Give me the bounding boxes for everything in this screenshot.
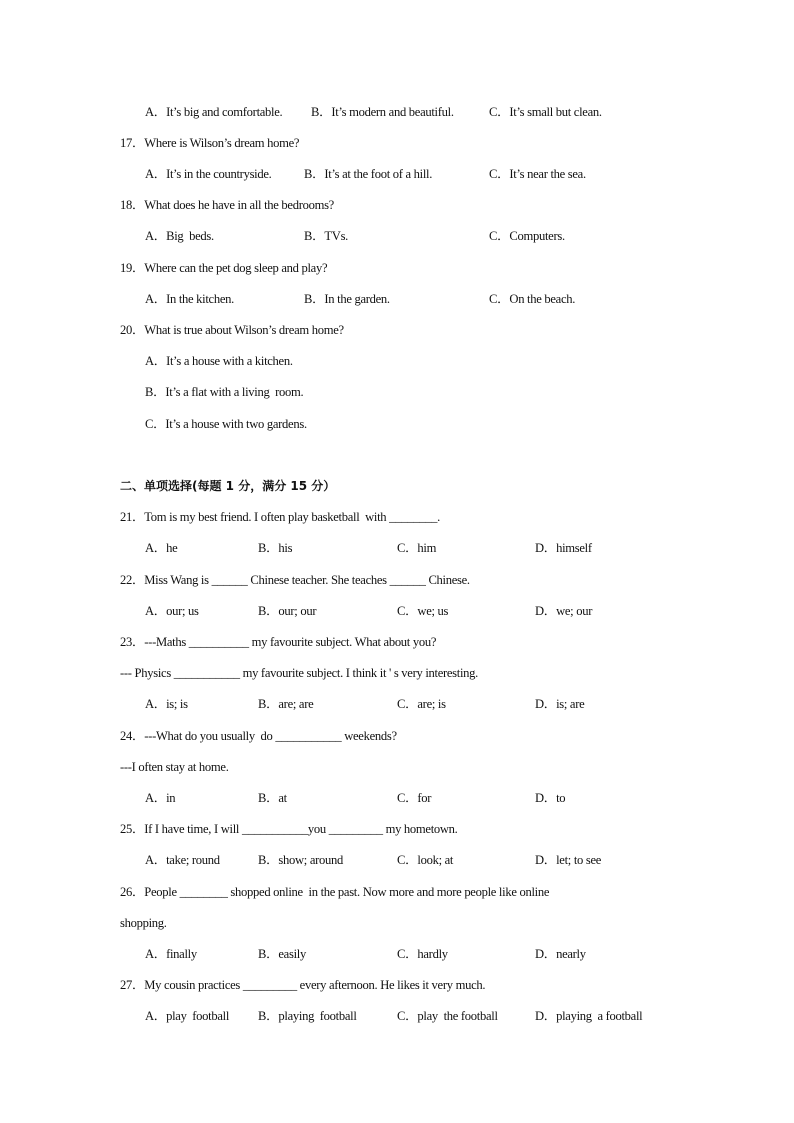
q26-option-d: D．nearly — [535, 947, 586, 961]
q18-option-a: A．Big beds. — [145, 229, 214, 243]
q17-option-b: B．It’s at the foot of a hill. — [304, 167, 433, 181]
q18-stem: 18．What does he have in all the bedrooms? — [120, 198, 334, 212]
q26-stem: 26．People ________ shopped online in the past. Now more and more people like online — [120, 885, 550, 899]
q23-stem: 23．---Maths __________ my favourite subject. What about you? — [120, 635, 437, 649]
q24-option-d: D．to — [535, 791, 566, 805]
q21-option-a: A．he — [145, 541, 178, 555]
q17-stem: 17．Where is Wilson’s dream home? — [120, 136, 300, 150]
q18-option-b: B．TVs. — [304, 229, 349, 243]
q26-option-b: B．easily — [258, 947, 306, 961]
q23-option-a: A．is; is — [145, 697, 188, 711]
q24-option-b: B．at — [258, 791, 287, 805]
q27-option-b: B．playing football — [258, 1009, 357, 1023]
q22-option-d: D．we; our — [535, 604, 593, 618]
q22-option-a: A．our; us — [145, 604, 199, 618]
q25-stem: 25．If I have time, I will ___________you _________ my hometown. — [120, 822, 458, 836]
q22-option-c: C．we; us — [397, 604, 449, 618]
q24-option-a: A．in — [145, 791, 176, 805]
q27-stem: 27．My cousin practices _________ every afternoon. He likes it very much. — [120, 978, 486, 992]
q16-option-c: C．It’s small but clean. — [489, 105, 602, 119]
q27-option-c: C．play the football — [397, 1009, 498, 1023]
q20-option-c: C．It’s a house with two gardens. — [145, 417, 307, 431]
q19-option-a: A．In the kitchen. — [145, 292, 234, 306]
q17-option-c: C．It’s near the sea. — [489, 167, 586, 181]
q26-option-a: A．finally — [145, 947, 197, 961]
q19-option-c: C．On the beach. — [489, 292, 576, 306]
q17-option-a: A．It’s in the countryside. — [145, 167, 272, 181]
q20-option-a: A．It’s a house with a kitchen. — [145, 354, 293, 368]
q16-option-b: B．It’s modern and beautiful. — [311, 105, 454, 119]
q25-option-a: A．take; round — [145, 853, 220, 867]
section-heading: 二、单项选择(每题 1 分，满分 15 分） — [120, 479, 336, 493]
q24-stem-reply: ---I often stay at home. — [120, 760, 229, 774]
q26-stem-continued: shopping. — [120, 916, 167, 930]
q26-option-c: C．hardly — [397, 947, 448, 961]
q21-option-b: B．his — [258, 541, 293, 555]
q21-stem: 21．Tom is my best friend. I often play basketball with ________. — [120, 510, 440, 524]
q19-option-b: B．In the garden. — [304, 292, 390, 306]
q21-option-c: C．him — [397, 541, 437, 555]
q27-option-d: D．playing a football — [535, 1009, 643, 1023]
q22-stem: 22．Miss Wang is ______ Chinese teacher. She teaches ______ Chinese. — [120, 573, 470, 587]
q23-option-b: B．are; are — [258, 697, 314, 711]
q25-option-b: B．show; around — [258, 853, 344, 867]
q25-option-d: D．let; to see — [535, 853, 602, 867]
q23-option-c: C．are; is — [397, 697, 446, 711]
q21-option-d: D．himself — [535, 541, 592, 555]
q25-option-c: C．look; at — [397, 853, 454, 867]
q20-option-b: B．It’s a flat with a living room. — [145, 385, 304, 399]
q18-option-c: C．Computers. — [489, 229, 565, 243]
q24-stem: 24．---What do you usually do ___________ weekends? — [120, 729, 397, 743]
q19-stem: 19．Where can the pet dog sleep and play? — [120, 261, 328, 275]
q20-stem: 20．What is true about Wilson’s dream home? — [120, 323, 344, 337]
q24-option-c: C．for — [397, 791, 432, 805]
q22-option-b: B．our; our — [258, 604, 317, 618]
q23-stem-reply: --- Physics ___________ my favourite subject. I think it ' s very interesting. — [120, 666, 479, 680]
q27-option-a: A．play football — [145, 1009, 230, 1023]
q16-option-a: A．It’s big and comfortable. — [145, 105, 283, 119]
q23-option-d: D．is; are — [535, 697, 585, 711]
